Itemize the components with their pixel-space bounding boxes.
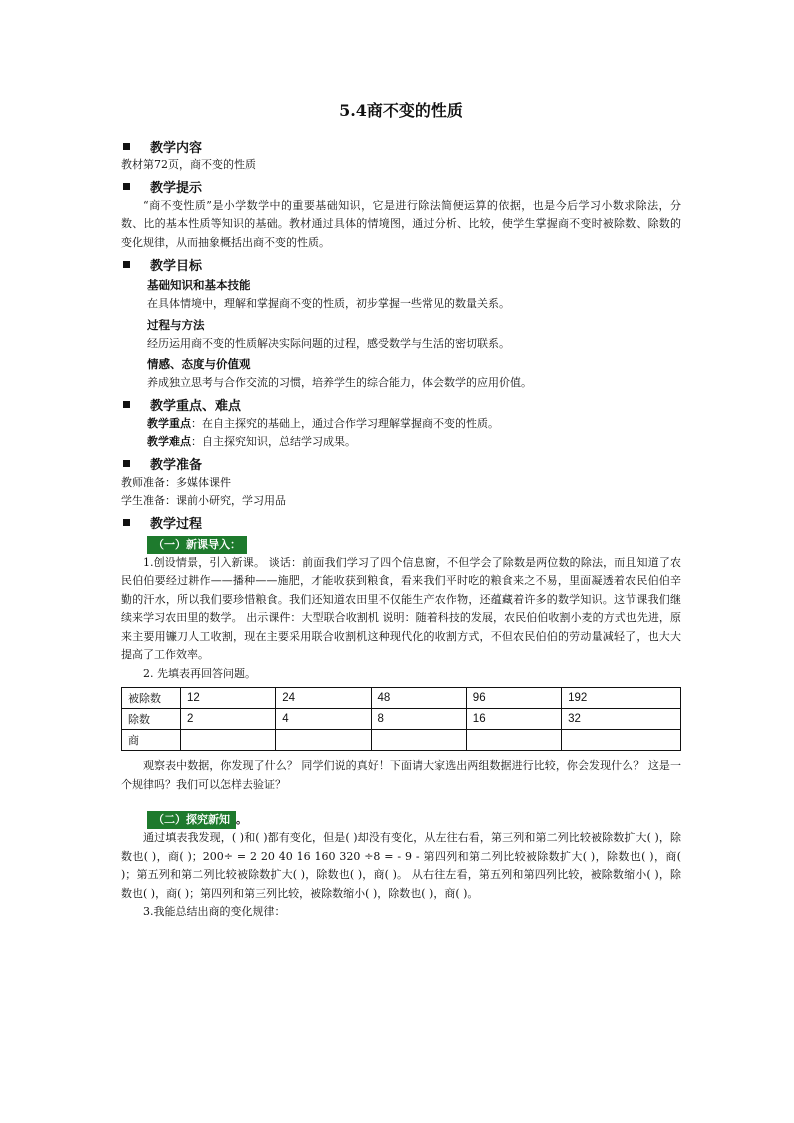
data-table (121, 687, 681, 751)
process-paragraph-3: 观察表中数据，你发现了什么？ 同学们说的真好！下面请大家选出两组数据进行比较，你会发现什么？ 这是一个规律吗？我们可以怎样去验证？ (121, 759, 681, 791)
part-1-tag: （一）新课导入： (147, 536, 247, 554)
goal-3-text: 养成独立思考与合作交流的习惯，培养学生的综合能力，体会数学的应用价值。 (147, 376, 532, 389)
difficulty-point (147, 433, 681, 452)
table-cell: 192 (562, 688, 681, 709)
table-row-label: 除数 (122, 709, 181, 730)
table-row (122, 709, 681, 730)
table-cell: 2 (181, 709, 276, 730)
section-heading-tips: 教学提示 (121, 177, 681, 197)
table-cell: 96 (466, 688, 561, 709)
goal-2-text: 经历运用商不变的性质解决实际问题的过程，感受数学与生活的密切联系。 (147, 336, 510, 350)
document-page (121, 100, 681, 922)
table-row (122, 730, 681, 751)
document-title: 5.4商不变的性质 (339, 101, 463, 120)
goal-3-title: 情感、态度与价值观 (147, 357, 251, 371)
table-cell: 12 (181, 688, 276, 709)
square-bullet-icon (123, 261, 130, 268)
section-heading-goals: 教学目标 (121, 254, 681, 274)
table-cell: 8 (371, 709, 466, 730)
tips-text: “商不变性质”是小学数学中的重要基础知识，它是进行除法简便运算的依据，也是今后学习小数求除法，分数、比的基本性质等知识的基础。教材通过具体的情境图，通过分析、比较，使学生掌握商不变时被除数、除数的变化规律，从而抽象概括出商不变的性质。 (121, 198, 681, 249)
student-prep: 学生准备：课前小研究，学习用品 (121, 494, 286, 507)
process-paragraph-4: 通过填表我发现，( )和( )都有变化，但是( )却没有变化，从左往右看，第三列和第二列比较被除数扩大( )，除数也( )，商( )；200÷ = 2 20 40 16 160 320 ÷8 = - 9 - 第四列和第二列比较被除数扩大( )，除数也( )，商( )；第五列和第二列比较被除数扩大( )，除数也( )，商( )。 从右往左看，第五列和第四列比较，被除数缩小( )，除数也( )，商( )；第四列和第三列比较，被除数缩小( )，除数也( )，商( )。 (121, 831, 681, 900)
table-cell (371, 730, 466, 751)
content-text: 教材第72页，商不变的性质 (121, 158, 256, 171)
table-cell (181, 730, 276, 751)
goal-1-text: 在具体情境中，理解和掌握商不变的性质，初步掌握一些常见的数量关系。 (147, 297, 510, 310)
square-bullet-icon (123, 401, 130, 408)
difficulty-text: ：自主探究知识，总结学习成果。 (191, 435, 356, 448)
table-cell: 4 (276, 709, 371, 730)
process-paragraph-2: 2. 先填表再回答问题。 (143, 666, 256, 680)
square-bullet-icon (123, 460, 130, 467)
teacher-prep: 教师准备：多媒体课件 (121, 475, 231, 489)
table-row (122, 688, 681, 709)
section-heading-prep: 教学准备 (121, 454, 681, 474)
section-heading-keys: 教学重点、难点 (121, 395, 681, 415)
part-2-tail: 。 (236, 813, 247, 826)
table-cell (562, 730, 681, 751)
key-point-label: 教学重点 (147, 416, 191, 430)
part-2-tag: （二）探究新知 (147, 811, 236, 829)
section-heading-process: 教学过程 (121, 513, 681, 533)
table-cell (466, 730, 561, 751)
goal-1-title: 基础知识和基本技能 (147, 278, 251, 292)
square-bullet-icon (123, 143, 130, 150)
table-cell: 32 (562, 709, 681, 730)
square-bullet-icon (123, 183, 130, 190)
key-point-text: ：在自主探究的基础上，通过合作学习理解掌握商不变的性质。 (191, 416, 499, 430)
process-paragraph-5: 3.我能总结出商的变化规律： (143, 905, 286, 918)
table-row-label: 被除数 (122, 688, 181, 709)
section-heading-content: 教学内容 (121, 136, 681, 156)
table-row-label: 商 (122, 730, 181, 751)
table-cell: 16 (466, 709, 561, 730)
table-cell (276, 730, 371, 751)
process-paragraph-1: 1.创设情景，引入新课。 谈话：前面我们学习了四个信息窗，不但学会了除数是两位数的除法，而且知道了农民伯伯要经过耕作——播种——施肥，才能收获到粮食，看来我们平时吃的粮食来之不易，里面凝透着农民伯伯辛勤的汗水，所以我们要珍惜粮食。我们还知道农田里不仅能生产农作物，还蕴藏着许多的数学知识。这节课我们继续来学习农田里的数学。 出示课件：大型联合收割机 说明：随着科技的发展，农民伯伯收割小麦的方式也先进，原来主要用镰刀人工收割，现在主要采用联合收割机这种现代化的收割方式，不但农民伯伯的劳动量减轻了，也大大提高了工作效率。 (121, 555, 681, 661)
table-cell: 24 (276, 688, 371, 709)
square-bullet-icon (123, 519, 130, 526)
key-point (147, 415, 681, 434)
difficulty-label: 教学难点 (147, 435, 191, 448)
goal-2-title: 过程与方法 (147, 317, 205, 332)
table-cell: 48 (371, 688, 466, 709)
